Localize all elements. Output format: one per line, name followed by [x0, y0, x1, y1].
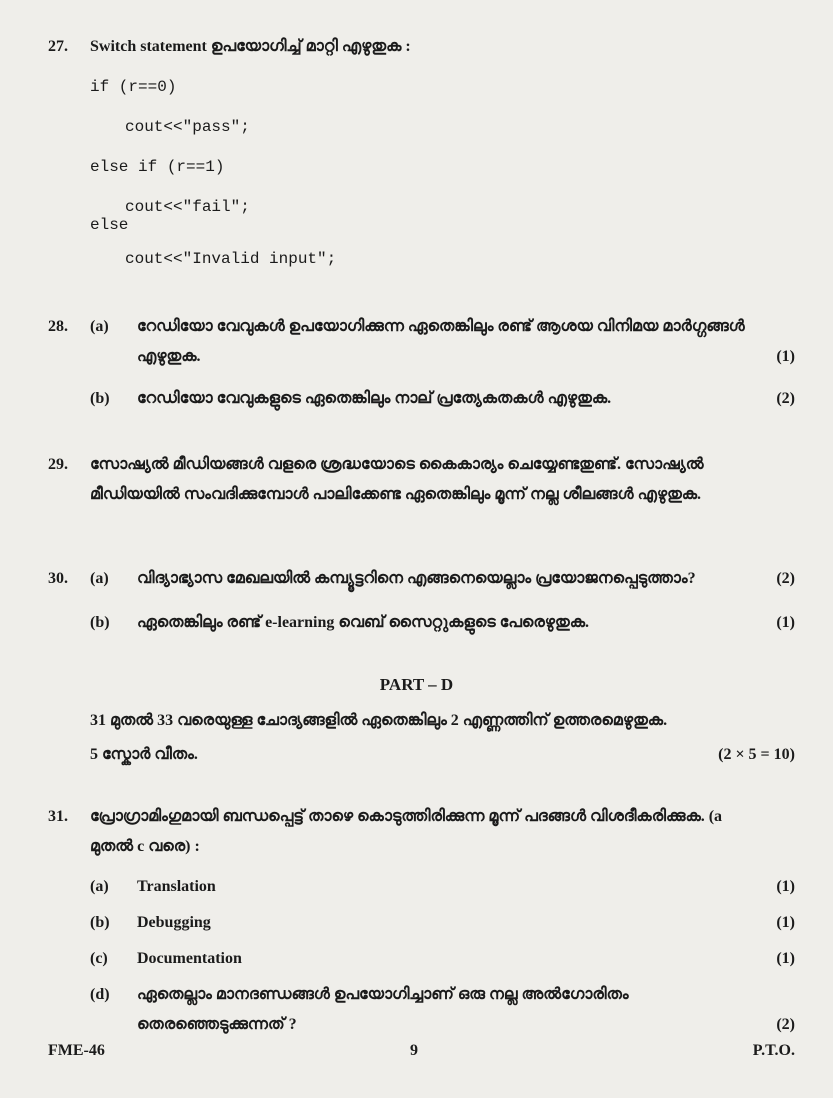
- sub-question-text: റേഡിയോ വേവുകൾ ഉപയോഗിക്കുന്ന ഏതെങ്കിലും രണ്ട് ആശയ വിനിമയ മാർഗ്ഗങ്ങൾ എഴുതുക.: [137, 318, 745, 365]
- sub-question-text: Debugging: [137, 914, 211, 931]
- sub-question-label: (a): [90, 318, 109, 335]
- sub-question-label: (b): [90, 914, 110, 931]
- section-instruction: 5 സ്കോർ വീതം.: [90, 746, 198, 763]
- sub-question-text: Translation: [137, 878, 216, 895]
- mark-label: (1): [776, 878, 795, 895]
- page-number: 9: [410, 1042, 418, 1059]
- code-line: cout<<"pass";: [125, 118, 250, 136]
- sub-question-label: (c): [90, 950, 108, 967]
- section-score: (2 × 5 = 10): [718, 746, 795, 763]
- mark-label: (2): [776, 570, 795, 587]
- code-line: else: [90, 216, 129, 234]
- footer-pto: P.T.O.: [752, 1042, 795, 1059]
- sub-question-label: (b): [90, 390, 110, 407]
- question-text: പ്രോഗ്രാമിംഗുമായി ബന്ധപ്പെട്ട് താഴെ കൊടുത്തിരിക്കുന്ന മൂന്ന് പദങ്ങൾ വിശദീകരിക്കുക. (a മുതൽ c വരെ) :: [90, 808, 723, 855]
- question-number: 31.: [48, 808, 68, 825]
- section-heading: PART – D: [379, 675, 454, 694]
- sub-question-label: (b): [90, 614, 110, 631]
- code-line: cout<<"fail";: [125, 198, 250, 216]
- sub-question-text: വിദ്യാഭ്യാസ മേഖലയിൽ കമ്പ്യൂട്ടറിനെ എങ്ങനെയെല്ലാം പ്രയോജനപ്പെടുത്താം?: [137, 570, 696, 587]
- sub-question-label: (a): [90, 878, 109, 895]
- sub-question-label: (d): [90, 986, 110, 1003]
- question-number: 29.: [48, 456, 68, 473]
- sub-question-text: റേഡിയോ വേവുകളുടെ ഏതെങ്കിലും നാല് പ്രത്യേകതകൾ എഴുതുക.: [137, 390, 612, 407]
- section-instruction: 31 മുതൽ 33 വരെയുള്ള ചോദ്യങ്ങളിൽ ഏതെങ്കിലും 2 എണ്ണത്തിന് ഉത്തരമെഴുതുക.: [90, 712, 668, 729]
- question-number: 30.: [48, 570, 68, 587]
- code-line: cout<<"Invalid input";: [125, 250, 337, 268]
- mark-label: (1): [776, 914, 795, 931]
- sub-question-text: ഏതെങ്കിലും രണ്ട് e-learning വെബ് സൈറ്റുകളുടെ പേരെഴുതുക.: [137, 614, 590, 631]
- mark-label: (1): [776, 950, 795, 967]
- mark-label: (1): [776, 348, 795, 365]
- sub-question-label: (a): [90, 570, 109, 587]
- mark-label: (2): [776, 390, 795, 407]
- mark-label: (2): [776, 1016, 795, 1033]
- sub-question-text: ഏതെല്ലാം മാനദണ്ഡങ്ങൾ ഉപയോഗിച്ചാണ് ഒരു നല്ല അൽഗോരിതം തെരഞ്ഞെടുക്കുന്നത് ?: [137, 986, 629, 1033]
- footer-code: FME-46: [48, 1042, 105, 1059]
- sub-question-text: Documentation: [137, 950, 242, 967]
- question-text: സോഷ്യൽ മീഡിയങ്ങൾ വളരെ ശ്രദ്ധയോടെ കൈകാര്യം ചെയ്യേണ്ടതുണ്ട്. സോഷ്യൽ മീഡിയയിൽ സംവദിക്കുമ്പോൾ പാലിക്കേണ്ട ഏതെങ്കിലും മൂന്ന് നല്ല ശീലങ്ങൾ എഴുതുക.: [90, 456, 704, 503]
- question-text: Switch statement ഉപയോഗിച്ച് മാറ്റി എഴുതുക :: [90, 38, 411, 55]
- mark-label: (1): [776, 614, 795, 631]
- question-number: 27.: [48, 38, 68, 55]
- code-line: else if (r==1): [90, 158, 225, 176]
- question-number: 28.: [48, 318, 68, 335]
- code-line: if (r==0): [90, 78, 177, 96]
